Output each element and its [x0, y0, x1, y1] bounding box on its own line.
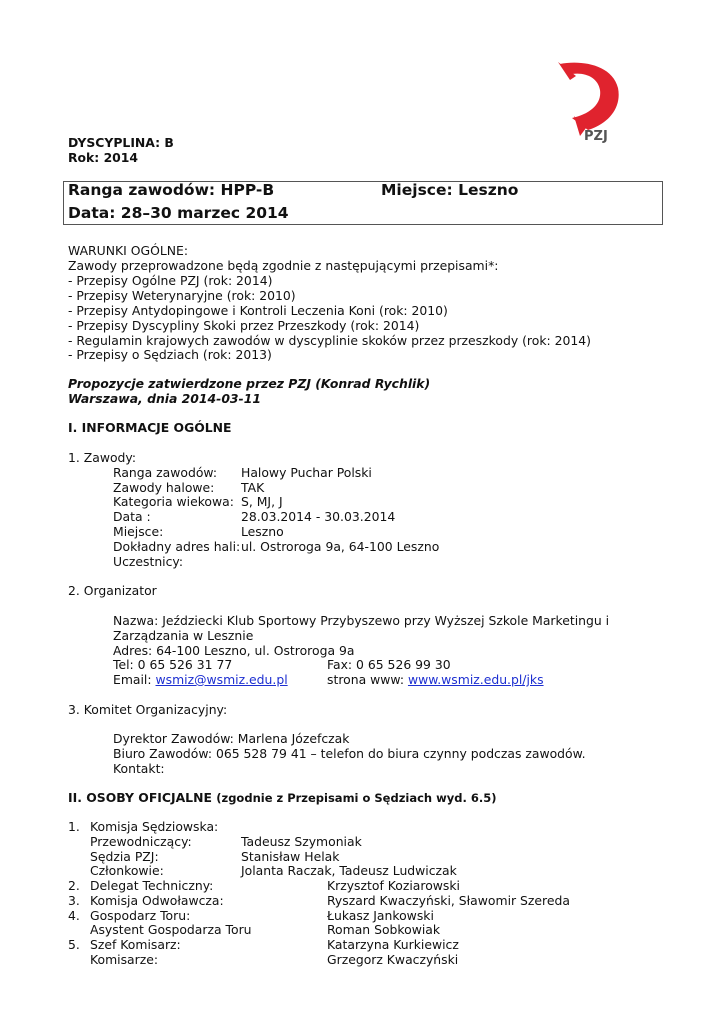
official-num: 4. [68, 908, 80, 923]
official-role: Delegat Techniczny: [90, 878, 214, 893]
organizer-email-row [113, 673, 288, 688]
header-place: Miejsce: Leszno [381, 181, 519, 199]
official-name: Łukasz Jankowski [327, 908, 434, 923]
official-name: Ryszard Kwaczyński, Sławomir Szereda [327, 893, 570, 908]
rule-item: - Przepisy o Sędziach (rok: 2013) [68, 347, 272, 362]
committee-label: 3. Komitet Organizacyjny: [68, 702, 228, 717]
general-heading: WARUNKI OGÓLNE: [68, 243, 188, 258]
committee-office: Biuro Zawodów: 065 528 79 41 – telefon do biura czynny podczas zawodów. [113, 746, 586, 761]
email-link[interactable]: wsmiz@wsmiz.edu.pl [155, 672, 288, 687]
pzj-logo [550, 58, 630, 148]
section1-title: I. INFORMACJE OGÓLNE [68, 420, 232, 435]
judge-role: Członkowie: [90, 863, 164, 878]
zawody-label-item: Data : [113, 509, 151, 524]
official-role: Asystent Gospodarza Toru [90, 922, 252, 937]
official-num: 5. [68, 937, 80, 952]
judge-name: Jolanta Raczak, Tadeusz Ludwiczak [241, 863, 457, 878]
email-label: Email: [113, 672, 152, 687]
judge-role: Sędzia PZJ: [90, 849, 159, 864]
judge-name: Stanisław Helak [241, 849, 340, 864]
committee-director: Dyrektor Zawodów: Marlena Józefczak [113, 731, 350, 746]
header-date: Data: 28–30 marzec 2014 [68, 204, 289, 222]
rule-item: - Przepisy Antydopingowe i Kontroli Leczenia Koni (rok: 2010) [68, 303, 448, 318]
logo-text: PZJ [584, 129, 608, 144]
www-link[interactable]: www.wsmiz.edu.pl/jks [407, 672, 544, 687]
zawody-label-item: Miejsce: [113, 524, 164, 539]
organizer-tel: Tel: 0 65 526 31 77 [113, 657, 233, 672]
zawody-label-item: Ranga zawodów: [113, 465, 218, 480]
organizer-fax: Fax: 0 65 526 99 30 [327, 657, 451, 672]
official-name: Krzysztof Koziarowski [327, 878, 460, 893]
www-label: strona www: [327, 672, 404, 687]
year: Rok: 2014 [68, 150, 139, 165]
official-role: Komisarze: [90, 952, 159, 967]
committee-contact: Kontakt: [113, 761, 165, 776]
discipline: DYSCYPLINA: B [68, 135, 174, 150]
organizer-www-row [327, 673, 544, 688]
official-num: 3. [68, 893, 80, 908]
judge-role: Przewodniczący: [90, 834, 192, 849]
rule-item: - Przepisy Weterynaryjne (rok: 2010) [68, 288, 296, 303]
judges-num: 1. [68, 819, 80, 834]
section2-title [68, 791, 496, 806]
section2-title-main: II. OSOBY OFICJALNE [68, 790, 212, 805]
approval-date: Warszawa, dnia 2014-03-11 [68, 391, 261, 406]
official-role: Komisja Odwoławcza: [90, 893, 224, 908]
official-name: Grzegorz Kwaczyński [327, 952, 459, 967]
judge-name: Tadeusz Szymoniak [241, 834, 362, 849]
approval-line: Propozycje zatwierdzone przez PZJ (Konrad Rychlik) [68, 376, 431, 391]
general-intro: Zawody przeprowadzone będą zgodnie z następującymi przepisami*: [68, 258, 499, 273]
zawody-label-item: Uczestnicy: [113, 554, 184, 569]
zawody-label-item: Dokładny adres hali: [113, 539, 241, 554]
zawody-label-item: Zawody halowe: [113, 480, 215, 495]
organizer-name-cont: Zarządzania w Lesznie [113, 628, 254, 643]
zawody-value: S, MJ, J [241, 494, 283, 509]
official-role: Szef Komisarz: [90, 937, 181, 952]
rule-item: - Regulamin krajowych zawodów w dyscyplinie skoków przez przeszkody (rok: 2014) [68, 333, 591, 348]
header-rank: Ranga zawodów: HPP-B [68, 181, 275, 199]
section2-title-note: (zgodnie z Przepisami o Sędziach wyd. 6.5) [216, 791, 497, 805]
official-role: Gospodarz Toru: [90, 908, 191, 923]
zawody-value: Halowy Puchar Polski [241, 465, 372, 480]
official-num: 2. [68, 878, 80, 893]
organizer-address: Adres: 64-100 Leszno, ul. Ostroroga 9a [113, 643, 355, 658]
organizer-name: Nazwa: Jeździecki Klub Sportowy Przybyszewo przy Wyższej Szkole Marketingu i [113, 613, 610, 628]
zawody-value: ul. Ostroroga 9a, 64-100 Leszno [241, 539, 440, 554]
official-name: Roman Sobkowiak [327, 922, 441, 937]
rule-item: - Przepisy Dyscypliny Skoki przez Przeszkody (rok: 2014) [68, 318, 420, 333]
judges-label: Komisja Sędziowska: [90, 819, 219, 834]
zawody-value: TAK [241, 480, 265, 495]
zawody-label: 1. Zawody: [68, 450, 137, 465]
organizer-label: 2. Organizator [68, 583, 157, 598]
zawody-value: Leszno [241, 524, 284, 539]
official-name: Katarzyna Kurkiewicz [327, 937, 459, 952]
zawody-label-item: Kategoria wiekowa: [113, 494, 234, 509]
rule-item: - Przepisy Ogólne PZJ (rok: 2014) [68, 273, 273, 288]
zawody-value: 28.03.2014 - 30.03.2014 [241, 509, 396, 524]
